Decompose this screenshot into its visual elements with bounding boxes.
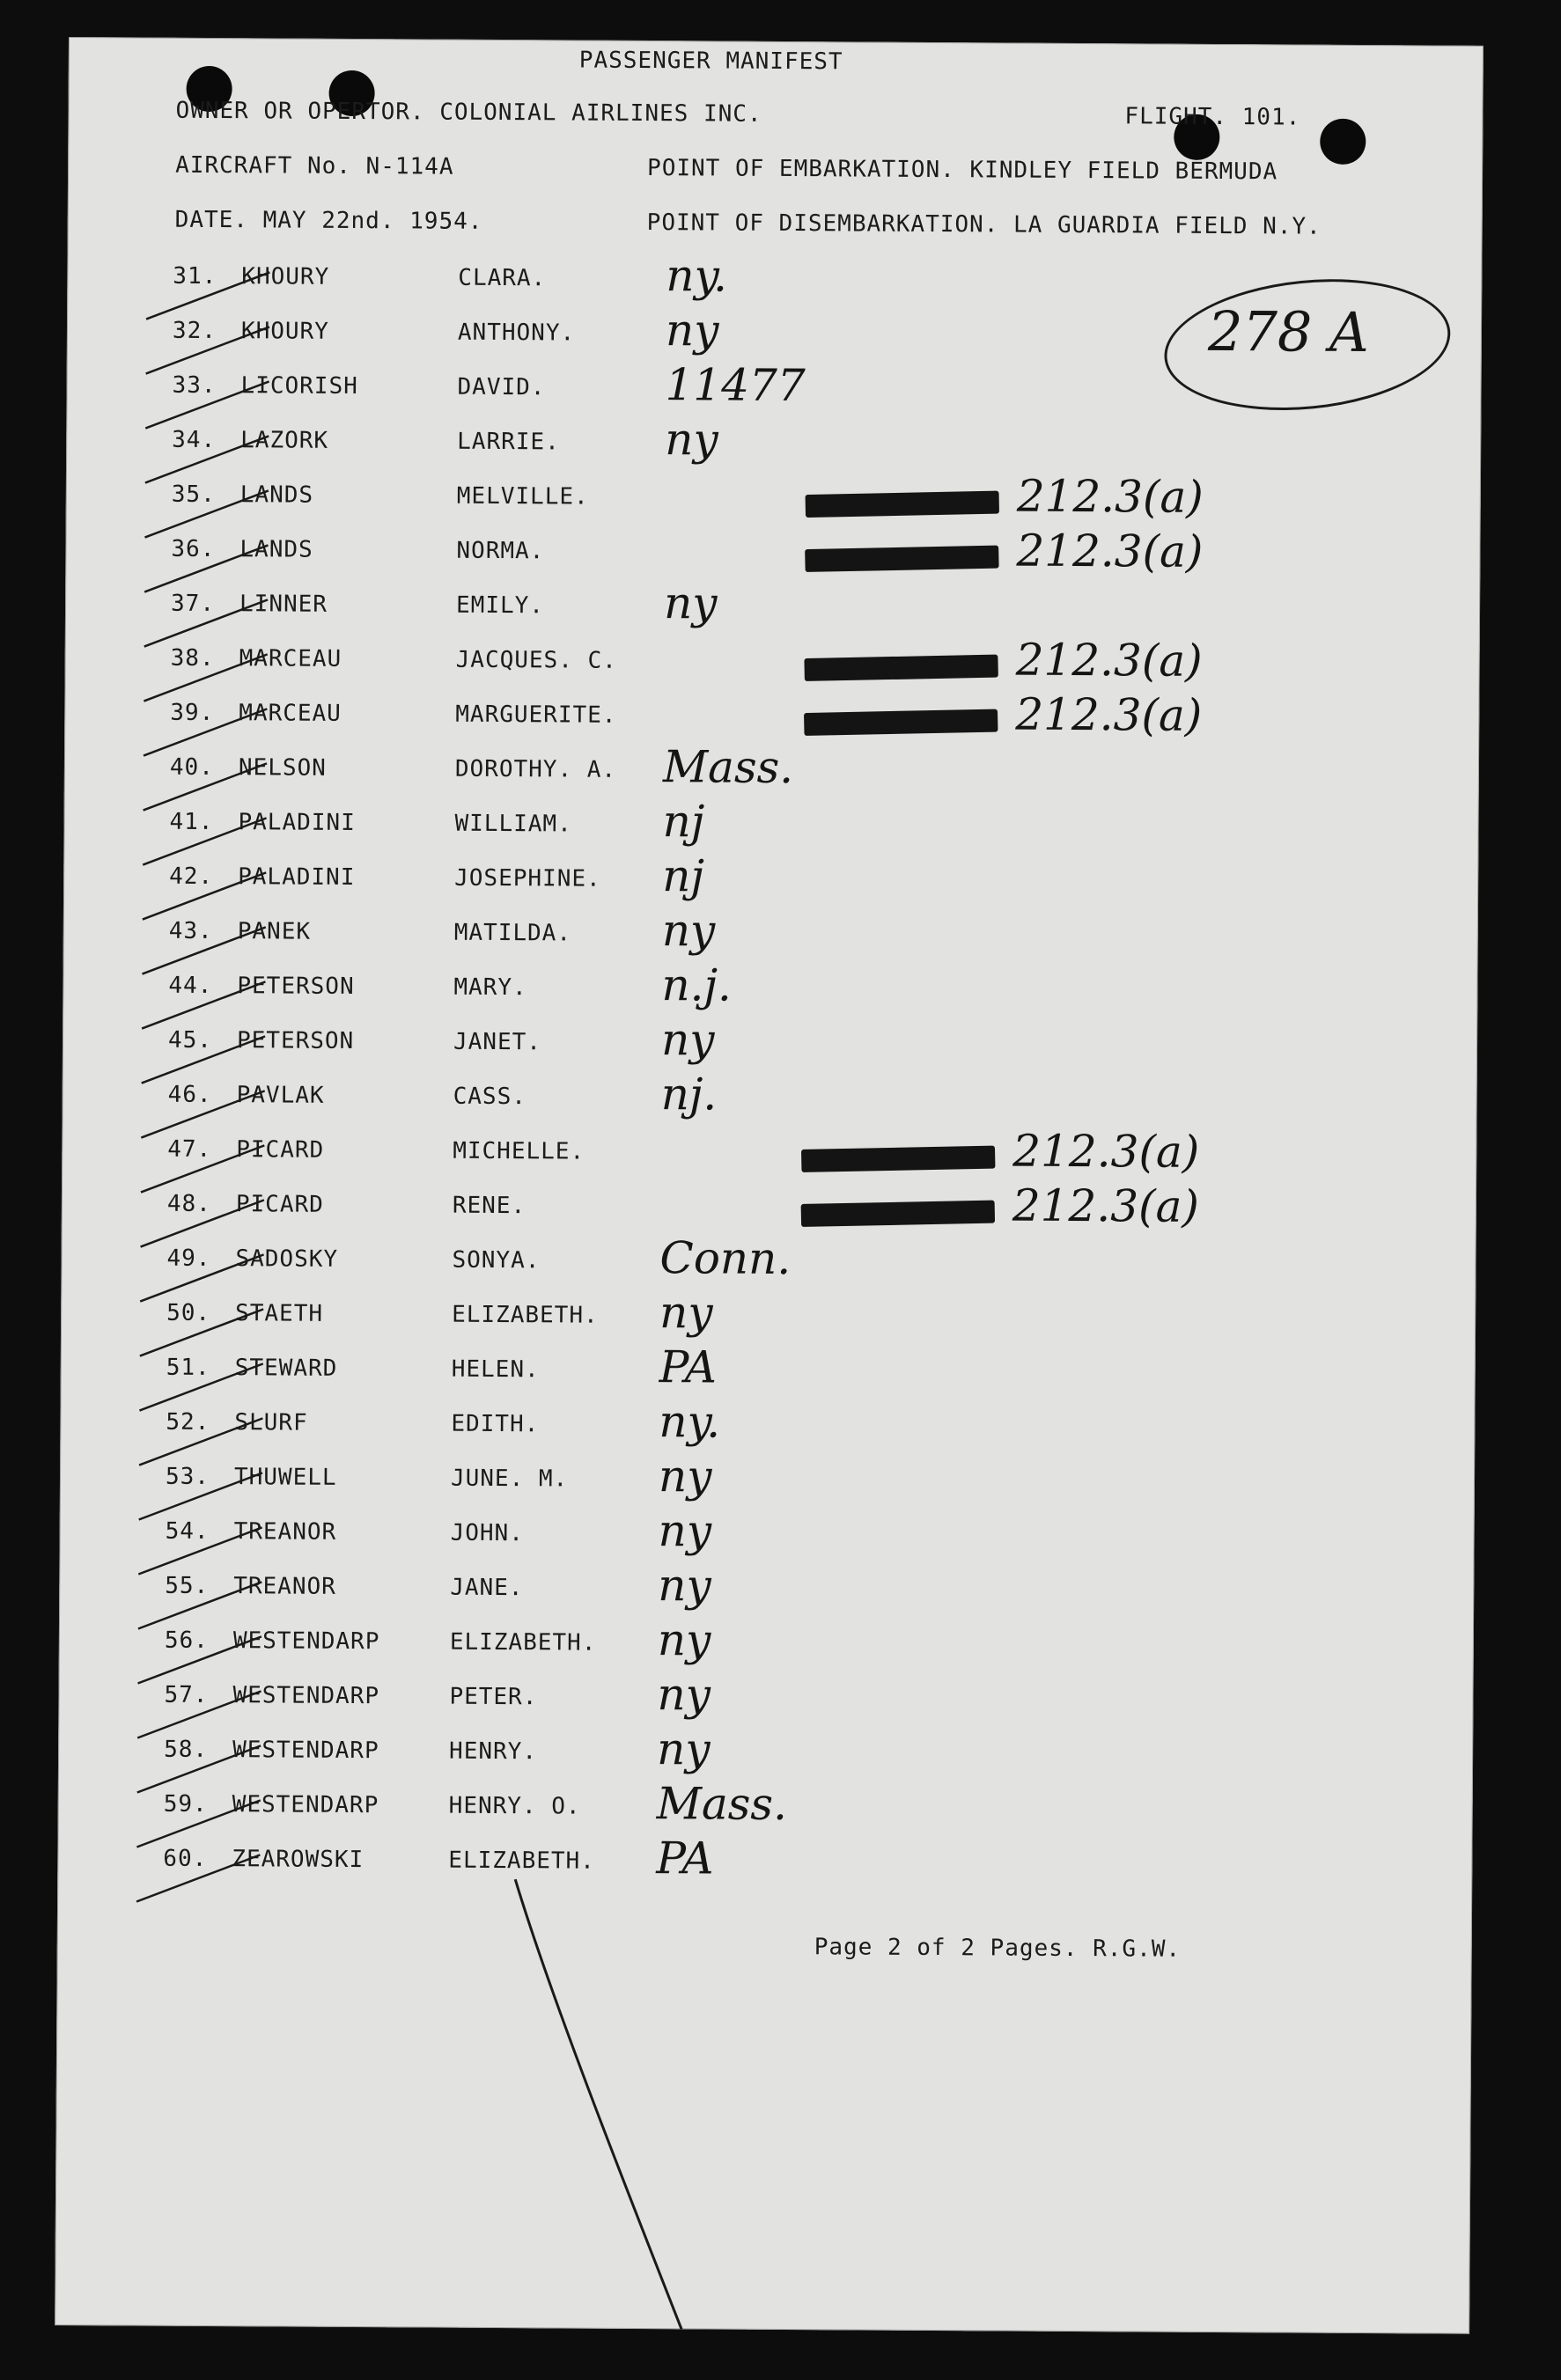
passenger-given-name: JANET. xyxy=(453,1028,542,1056)
passenger-residence: Mass. xyxy=(662,741,794,794)
passenger-given-name: CLARA. xyxy=(458,264,547,292)
passenger-given-name: JUNE. M. xyxy=(450,1465,569,1493)
passenger-surname: LINNER xyxy=(239,591,328,618)
passenger-residence: ny xyxy=(660,1014,715,1066)
passenger-residence: ny xyxy=(658,1505,712,1557)
passenger-given-name: ELIZABETH. xyxy=(448,1847,595,1875)
passenger-surname: PANEK xyxy=(237,918,312,945)
passenger-surname: LICORISH xyxy=(240,372,358,400)
passenger-residence: ny xyxy=(658,1560,711,1612)
passenger-surname: TREANOR xyxy=(233,1518,337,1546)
passenger-surname: WESTENDARP xyxy=(232,1627,380,1656)
exemption-code: 212.3(a) xyxy=(1012,1125,1200,1178)
passenger-residence: Conn. xyxy=(659,1232,792,1285)
passenger-number: 39. xyxy=(170,699,215,727)
passenger-residence: ny xyxy=(665,305,719,356)
passenger-surname: PAVLAK xyxy=(236,1082,325,1109)
passenger-surname: PICARD xyxy=(236,1136,325,1164)
exemption-code: 212.3(a) xyxy=(1016,525,1204,577)
passenger-surname: THUWELL xyxy=(233,1464,337,1491)
passenger-given-name: MARY. xyxy=(453,973,527,1002)
passenger-surname: PALADINI xyxy=(238,863,356,892)
passenger-surname: MARCEAU xyxy=(239,645,342,672)
exemption-code: 212.3(a) xyxy=(1015,688,1203,741)
passenger-given-name: ANTHONY. xyxy=(457,319,576,347)
passenger-residence: n.j. xyxy=(661,959,733,1011)
passenger-number: 38. xyxy=(170,644,215,672)
passenger-residence: Mass. xyxy=(656,1778,788,1831)
passenger-surname: KHOURY xyxy=(241,263,330,290)
passenger-number: 43. xyxy=(168,917,213,945)
passenger-surname: LANDS xyxy=(239,536,313,563)
passenger-number: 51. xyxy=(166,1354,210,1382)
passenger-number: 33. xyxy=(172,371,217,400)
passenger-given-name: HELEN. xyxy=(451,1355,540,1384)
passenger-surname: PETERSON xyxy=(236,1027,355,1055)
passenger-given-name: DAVID. xyxy=(457,373,546,401)
passenger-given-name: PETER. xyxy=(449,1683,538,1711)
passenger-given-name: SONYA. xyxy=(452,1246,541,1274)
passenger-residence: ny xyxy=(658,1451,712,1502)
passenger-surname: LANDS xyxy=(239,481,314,509)
passenger-number: 42. xyxy=(169,863,214,891)
pen-stroke xyxy=(55,37,1484,2334)
owner-line: OWNER OR OPERTOR. COLONIAL AIRLINES INC. xyxy=(175,97,762,128)
passenger-given-name: ELIZABETH. xyxy=(449,1628,597,1656)
passenger-number: 58. xyxy=(164,1736,209,1764)
passenger-surname: STAETH xyxy=(235,1300,324,1327)
passenger-given-name: WILLIAM. xyxy=(454,810,572,838)
page-footer: Page 2 of 2 Pages. R.G.W. xyxy=(814,1934,1182,1963)
embarkation-point: POINT OF EMBARKATION. KINDLEY FIELD BERMUDA xyxy=(647,155,1278,186)
passenger-given-name: LARRIE. xyxy=(457,428,560,456)
exemption-code: 212.3(a) xyxy=(1016,470,1204,523)
passenger-given-name: MARGUERITE. xyxy=(455,701,617,729)
passenger-residence: ny. xyxy=(659,1396,721,1448)
passenger-number: 48. xyxy=(166,1190,211,1218)
passenger-given-name: HENRY. O. xyxy=(448,1792,581,1820)
passenger-surname: KHOURY xyxy=(240,318,329,345)
exemption-code: 212.3(a) xyxy=(1015,634,1203,687)
passenger-given-name: MICHELLE. xyxy=(453,1137,585,1165)
manifest-date: DATE. MAY 22nd. 1954. xyxy=(174,206,483,235)
passenger-number: 54. xyxy=(165,1517,210,1546)
passenger-surname: TREANOR xyxy=(233,1573,336,1600)
passenger-surname: PALADINI xyxy=(238,809,356,837)
passenger-residence: 11477 xyxy=(665,359,806,412)
passenger-given-name: EDITH. xyxy=(451,1410,540,1438)
passenger-surname: SLURF xyxy=(234,1409,308,1436)
passenger-given-name: EMILY. xyxy=(455,591,545,620)
passenger-residence: ny xyxy=(657,1669,711,1721)
passenger-residence: PA xyxy=(656,1833,714,1884)
passenger-surname: WESTENDARP xyxy=(232,1682,380,1710)
passenger-residence: nj xyxy=(662,796,705,848)
passenger-surname: PICARD xyxy=(235,1191,324,1218)
stamp-number: 278 A xyxy=(1207,298,1370,365)
passenger-given-name: JOSEPHINE. xyxy=(454,864,601,892)
passenger-number: 46. xyxy=(167,1081,212,1109)
passenger-residence: ny xyxy=(656,1723,711,1775)
passenger-surname: MARCEAU xyxy=(239,700,342,727)
passenger-residence: ny xyxy=(661,905,716,957)
passenger-residence: nj xyxy=(662,850,705,902)
passenger-number: 60. xyxy=(163,1845,208,1872)
passenger-given-name: JACQUES. C. xyxy=(455,646,617,674)
passenger-given-name: NORMA. xyxy=(456,537,545,565)
passenger-surname: LAZORK xyxy=(240,427,329,454)
passenger-surname: STEWARD xyxy=(234,1355,338,1382)
exemption-code: 212.3(a) xyxy=(1012,1179,1200,1232)
flight-number: FLIGHT. 101. xyxy=(1124,103,1301,131)
passenger-residence: ny xyxy=(663,577,718,629)
passenger-residence: ny xyxy=(657,1614,711,1666)
passenger-residence: ny. xyxy=(666,250,728,302)
passenger-number: 36. xyxy=(171,535,216,563)
passenger-surname: SADOSKY xyxy=(235,1245,339,1273)
passenger-number: 47. xyxy=(167,1135,212,1164)
passenger-residence: ny xyxy=(665,414,718,466)
passenger-number: 56. xyxy=(164,1627,209,1655)
passenger-given-name: MELVILLE. xyxy=(456,482,589,511)
passenger-given-name: JANE. xyxy=(450,1574,524,1602)
aircraft-number: AIRCRAFT No. N-114A xyxy=(175,151,454,180)
passenger-number: 32. xyxy=(172,317,217,345)
passenger-given-name: RENE. xyxy=(452,1192,526,1220)
passenger-number: 40. xyxy=(169,753,214,782)
passenger-number: 44. xyxy=(168,972,213,1000)
document-title: PASSENGER MANIFEST xyxy=(578,47,843,76)
passenger-number: 45. xyxy=(167,1026,213,1054)
passenger-number: 52. xyxy=(166,1408,210,1436)
passenger-surname: NELSON xyxy=(238,754,327,782)
passenger-surname: WESTENDARP xyxy=(232,1737,379,1765)
passenger-given-name: HENRY. xyxy=(449,1737,538,1766)
passenger-number: 41. xyxy=(169,808,214,836)
passenger-number: 37. xyxy=(170,590,216,618)
passenger-residence: PA xyxy=(659,1341,718,1393)
passenger-number: 50. xyxy=(166,1299,211,1327)
manifest-page xyxy=(55,37,1484,2334)
passenger-number: 35. xyxy=(171,481,216,509)
passenger-surname: WESTENDARP xyxy=(232,1791,379,1819)
passenger-residence: nj. xyxy=(660,1069,718,1120)
passenger-number: 57. xyxy=(164,1681,209,1709)
passenger-number: 34. xyxy=(172,426,217,454)
passenger-number: 49. xyxy=(166,1245,211,1273)
passenger-surname: ZEAROWSKI xyxy=(232,1846,364,1874)
passenger-number: 31. xyxy=(173,262,217,290)
passenger-number: 55. xyxy=(165,1572,210,1600)
passenger-number: 59. xyxy=(163,1790,208,1818)
passenger-given-name: JOHN. xyxy=(450,1519,524,1547)
passenger-residence: ny xyxy=(659,1287,713,1339)
passenger-given-name: DOROTHY. A. xyxy=(454,755,617,783)
passenger-surname: PETERSON xyxy=(237,973,355,1001)
passenger-given-name: CASS. xyxy=(453,1083,527,1111)
passenger-given-name: ELIZABETH. xyxy=(452,1301,599,1329)
passenger-number: 53. xyxy=(165,1463,210,1491)
passenger-given-name: MATILDA. xyxy=(453,919,572,947)
disembarkation-point: POINT OF DISEMBARKATION. LA GUARDIA FIELD N.Y. xyxy=(646,209,1322,240)
